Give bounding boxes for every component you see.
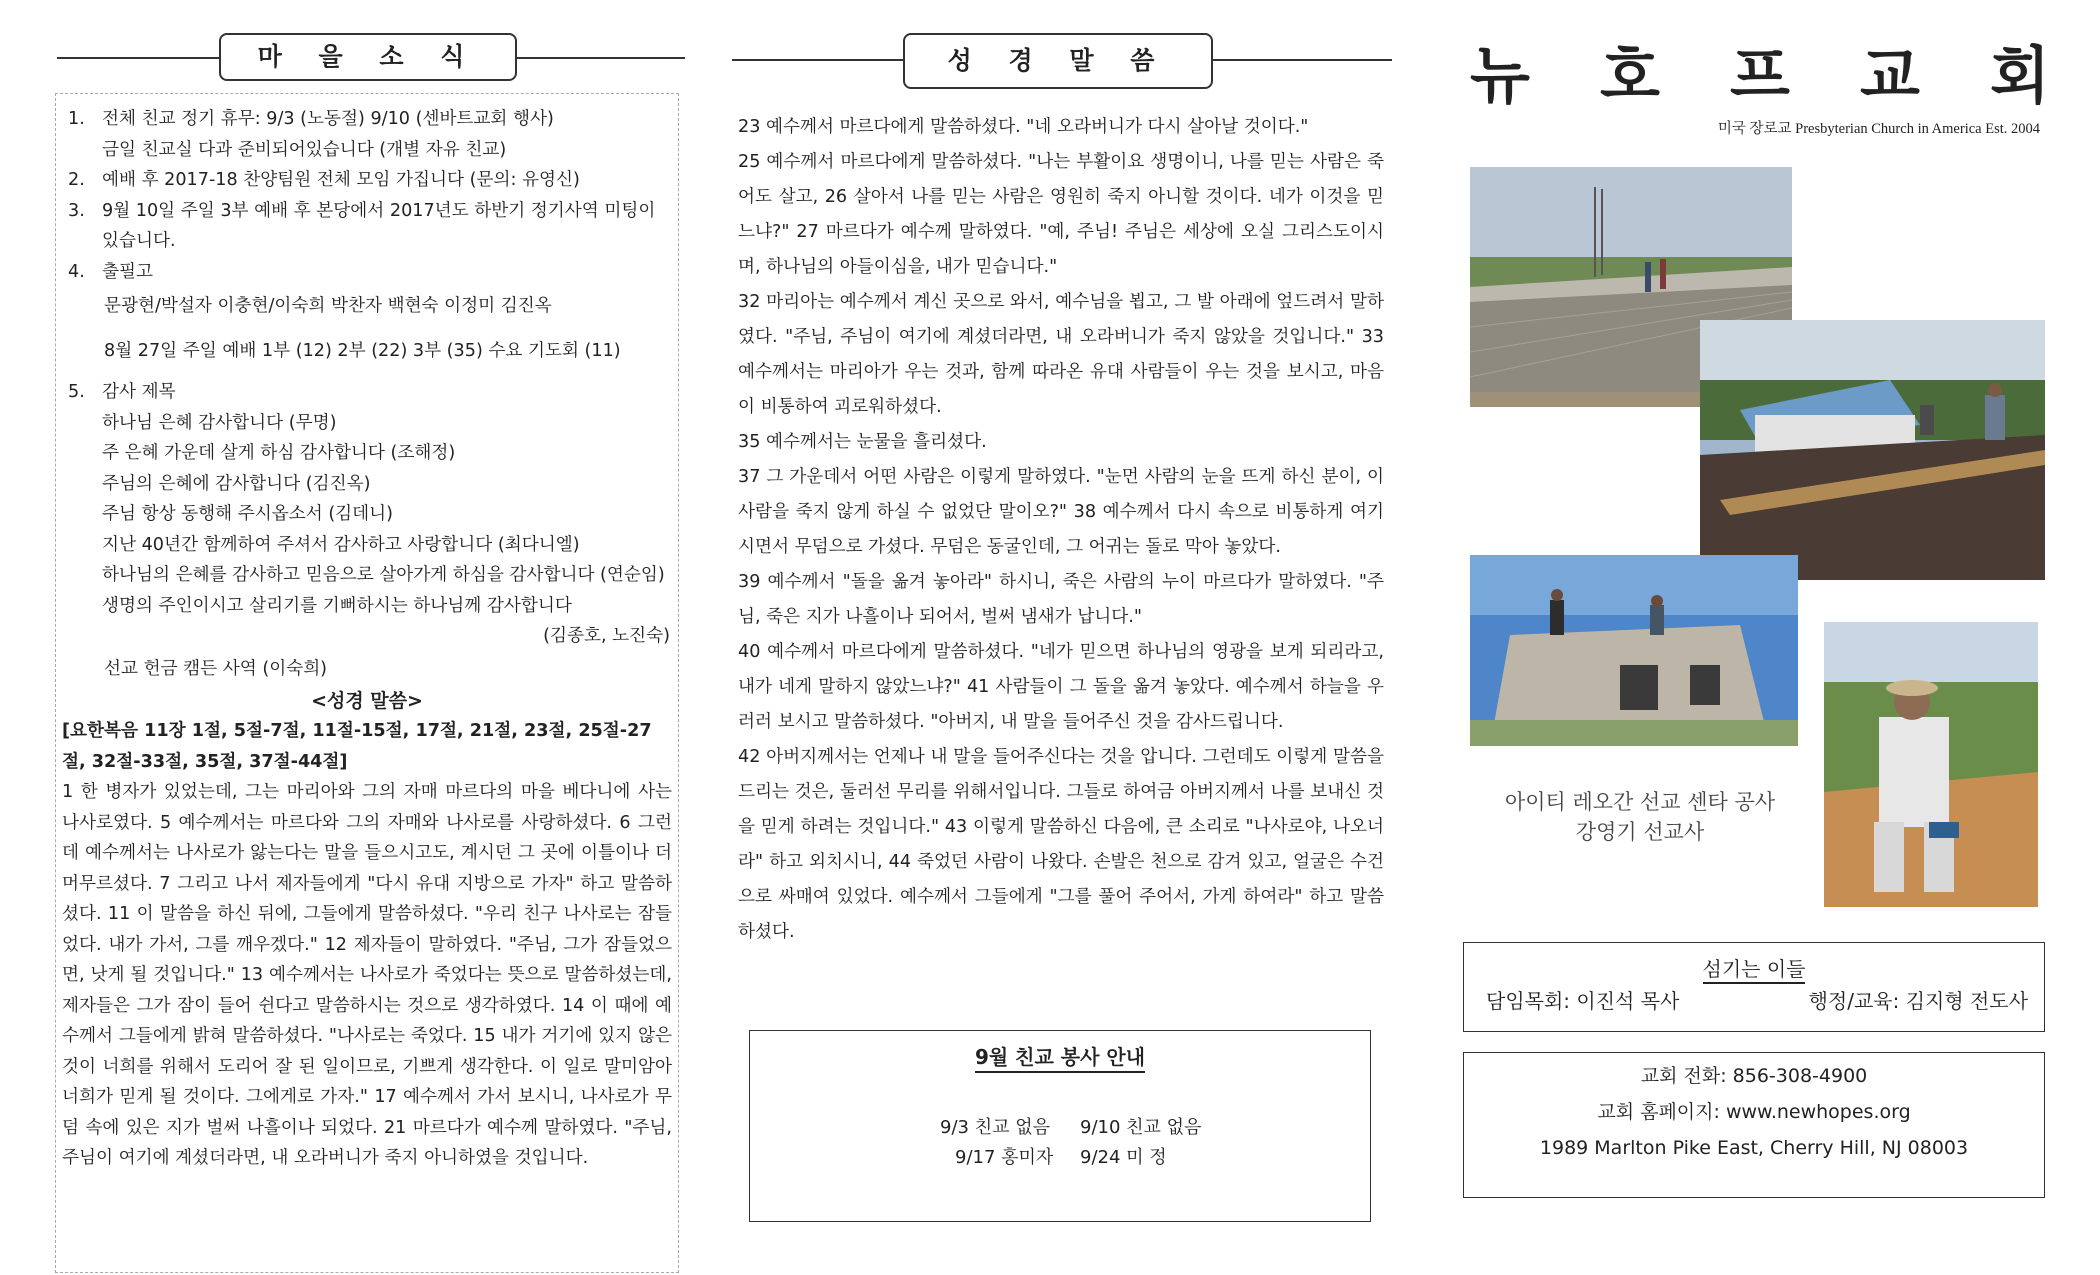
construction-photo (1700, 320, 2045, 580)
absent-names: 문광현/박설자 이충현/이숙희 박찬자 백현숙 이정미 김진옥 (104, 296, 552, 316)
fellowship-title: 9월 친교 봉사 안내 (975, 1045, 1145, 1073)
admin-minister: 행정/교육: 김지형 전도사 (1808, 989, 2028, 1013)
verse-paragraph: 32 마리아는 예수께서 계신 곳으로 와서, 예수님을 뵙고, 그 발 아래에 엎드려서 말하였다. "주님, 주님이 여기에 계셨더라면, 내 오라버니가 죽지 않았을 것입니다." 33 예수께서는 마리아가 우는 것과, 함께 따라온 유대 사람들이 우는 것을 보시고, 마음이 비통하여 괴로워하셨다. (738, 292, 1384, 417)
church-phone: 교회 전화: 856-308-4900 (1640, 1065, 1868, 1087)
fellowship-entry: 9/10 친교 없음 (1080, 1117, 1202, 1138)
construction-photo (1470, 555, 1798, 746)
fellowship-entry: 9/3 친교 없음 (940, 1117, 1050, 1138)
contact-box (1463, 1052, 2045, 1198)
church-homepage: 교회 홈페이지: www.newhopes.org (1597, 1101, 1911, 1123)
news-item: 3. 9월 10일 주일 3부 예배 후 본당에서 2017년도 하반기 정기사역 미팅이 있습니다. (68, 200, 656, 251)
pastor: 담임목회: 이진석 목사 (1486, 989, 1680, 1013)
missionary-photo (1824, 622, 2038, 907)
servers-box (1463, 942, 2045, 1032)
photo-caption: 강영기 선교사 (1575, 820, 1705, 844)
verse-paragraph: 23 예수께서 마르다에게 말씀하셨다. "네 오라버니가 다시 살아날 것이다." (738, 117, 1309, 137)
photo-caption: 아이티 레오간 선교 센타 공사 (1504, 790, 1776, 814)
verse-paragraph: 37 그 가운데서 어떤 사람은 이렇게 말하였다. "눈먼 사람의 눈을 뜨게 하신 분이, 이 사람을 죽지 않게 하실 수 없었단 말이오?" 38 예수께서 다시 속으로 비통하게 여기시면서 무덤으로 가셨다. 무덤은 동굴인데, 그 어귀는 돌로 막아 놓았다. (738, 467, 1384, 557)
fellowship-entry: 9/17 홍미자 (955, 1147, 1054, 1168)
verse-paragraph: 40 예수께서 마르다에게 말씀하셨다. "네가 믿으면 하나님의 영광을 보게 되리라고, 내가 네게 말하지 않았느냐?" 41 사람들이 그 돌을 옮겨 놓았다. 예수께서 하늘을 우러러 보시고 말씀하셨다. "아버지, 내 말을 들어주신 것을 감사드립니다. (738, 642, 1384, 732)
fellowship-entry: 9/24 미 정 (1080, 1147, 1167, 1168)
news-item: 4. 출필고 (68, 261, 153, 282)
mission-offering: 선교 헌금 캠든 사역 (이숙희) (104, 658, 328, 679)
section-heading-word: 성 경 말 씀 (903, 33, 1213, 89)
section-heading-news: 마 을 소 식 (219, 33, 517, 81)
news-item: 5. 감사 제목 하나님 은혜 감사합니다 (무명) 주 은혜 가운데 살게 하심 감사합니다 (조해정) 주님의 은혜에 감사합니다 (김진옥) 주님 항상 동행해 주시옵소서 (김데니) 지난 40년간 함께하여 주셔서 감사하고 사랑합니다 (최다니엘) 하나님의 은혜를 감사하고 믿음으로 살아가게 하심을 감사합니다 (연순임) 생명의 주인이시고 살리기를 기뻐하시는 하나님께 감사합니다 (68, 382, 665, 616)
church-title: 뉴 호 프 교 회 (1470, 38, 2050, 112)
servers-title: 섬기는 이들 (1703, 957, 1806, 984)
verse-paragraph: 35 예수께서는 눈물을 흘리셨다. (738, 432, 987, 452)
verse-paragraph: 25 예수께서 마르다에게 말씀하셨다. "나는 부활이요 생명이니, 나를 믿는 사람은 죽어도 살고, 26 살아서 나를 믿는 사람은 영원히 죽지 아니할 것이다. 네가 이것을 믿느냐?" 27 마르다가 예수께 말하였다. "예, 주님! 주님은 세상에 오실 그리스도이시며, 하나님의 아들이심을, 내가 믿습니다." (738, 152, 1384, 277)
fellowship-notice (749, 1030, 1371, 1222)
scripture-heading: <성경 말씀> (311, 689, 423, 712)
thanks-names: (김종호, 노진숙) (543, 626, 670, 646)
church-subtitle: 미국 장로교 Presbyterian Church in America Est. 2004 (1717, 121, 2040, 137)
news-item: 1. 전체 친교 정기 휴무: 9/3 (노동절) 9/10 (센바트교회 행사) 금일 친교실 다과 준비되어있습니다 (개별 자유 친교) (68, 109, 554, 160)
church-address: 1989 Marlton Pike East, Cherry Hill, NJ 08003 (1539, 1137, 1969, 1159)
scripture-reference: [요한복음 11장 1절, 5절-7절, 11절-15절, 17절, 21절, 23절, 25절-27절, 32절-33절, 35절, 37절-44절] (62, 721, 652, 772)
verse-paragraph: 39 예수께서 "돌을 옮겨 놓아라" 하시니, 죽은 사람의 누이 마르다가 말하였다. "주님, 죽은 지가 나흘이나 되어서, 벌써 냄새가 납니다." (738, 572, 1384, 627)
scripture-text: 1 한 병자가 있었는데, 그는 마리아와 그의 자매 마르다의 마을 베다니에 사는 나사로였다. 5 예수께서는 마르다와 그의 자매와 나사로를 사랑하셨다. 6 그런데 예수께서는 나사로가 앓는다는 말을 들으시고도, 계시던 그 곳에 이틀이나 더 머무르셨다. 7 그리고 나서 제자들에게 "다시 유대 지방으로 가자" 하고 말씀하셨다. 11 이 말씀을 하신 뒤에, 그들에게 말씀하셨다. "우리 친구 나사로는 잠들었다. 내가 가서, 그를 깨우겠다." 12 제자들이 말하였다. "주님, 그가 잠들었으면, 낫게 될 것입니다." 13 예수께서는 나사로가 죽었다는 뜻으로 말씀하셨는데, 제자들은 그가 잠이 들어 쉰다고 말씀하시는 것으로 생각하였다. 14 이 때에 예수께서 그들에게 밝혀 말씀하셨다. "나사로는 죽었다. 15 내가 거기에 있지 않은 것이 너희를 위해서 도리어 잘 된 일이므로, 기쁘게 생각한다. 이 일로 말미암아 너희가 믿게 될 것이다. 그에게로 가자." 17 예수께서 가서 보시니, 나사로가 무덤 속에 있은 지가 벌써 나흘이나 되었다. 21 마르다가 예수께 말하였다. "주님, 주님이 여기에 계셨더라면, 내 오라버니가 죽지 아니하였을 것입니다. (62, 782, 672, 1168)
verse-paragraph: 42 아버지께서는 언제나 내 말을 들어주신다는 것을 압니다. 그런데도 이렇게 말씀을 드리는 것은, 둘러선 무리를 위해서입니다. 그들로 하여금 아버지께서 나를 보내신 것을 믿게 하려는 것입니다." 43 이렇게 말씀하신 다음에, 큰 소리로 "나사로야, 나오너라" 하고 외치시니, 44 죽었던 사람이 나왔다. 손발은 천으로 감겨 있고, 얼굴은 수건으로 싸매여 있었다. 예수께서 그들에게 "그를 풀어 주어서, 가게 하여라" 하고 말씀하셨다. (738, 747, 1384, 942)
word-column (738, 110, 1384, 950)
news-item: 2. 예배 후 2017-18 찬양팀원 전체 모임 가집니다 (문의: 유영신) (68, 170, 580, 190)
news-column (55, 93, 679, 1273)
attendance: 8월 27일 주일 예배 1부 (12) 2부 (22) 3부 (35) 수요 기도회 (11) (104, 341, 621, 361)
